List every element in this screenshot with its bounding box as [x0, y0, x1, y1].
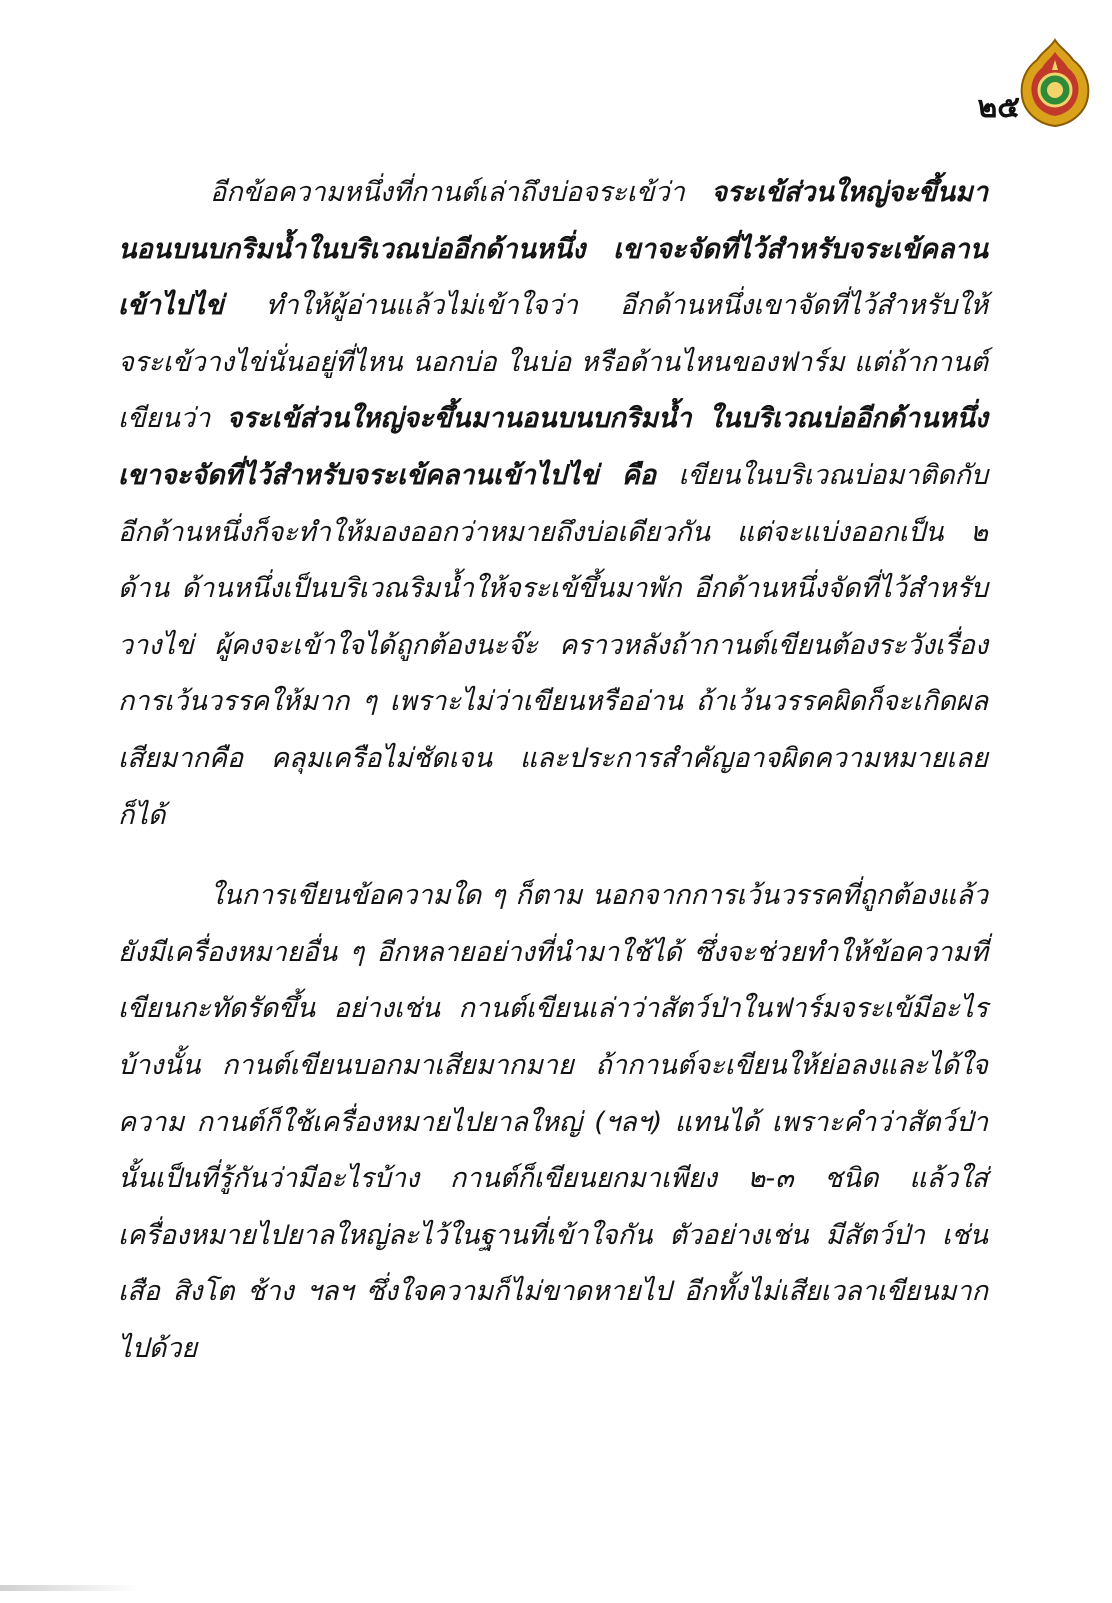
- page-number: ๒๕: [977, 90, 1020, 125]
- text-segment: ทำให้ผู้อ่านแล้วไม่เข้าใจว่า อีกด้านหนึ่งเขาจัดที่ไว้สำหรับให้จระเข้วางไข่นั่นอยู่ที่ไหน นอกบ่อ ในบ่อ หรือด้านไหนของฟาร์ม แต่ถ้ากานต์เขียนว่า: [118, 290, 988, 435]
- text-segment: อีกข้อความหนึ่งที่กานต์เล่าถึงบ่อจระเข้ว่า: [210, 177, 712, 208]
- text-segment: ในการเขียนข้อความใด ๆ ก็ตาม นอกจากการเว้นวรรคที่ถูกต้องแล้วยังมีเครื่องหมายอื่น ๆ อีกหลายอย่างที่นำมาใช้ได้ ซึ่งจะช่วยทำให้ข้อความที่เขียนกะทัดรัดขึ้น อย่างเช่น กานต์เขียนเล่าว่าสัตว์ป่าในฟาร์มจระเข้มีอะไรบ้างนั้น กานต์เขียนบอกมาเสียมากมาย ถ้ากานต์จะเขียนให้ย่อลงและได้ใจความ กานต์ก็ใช้เครื่องหมายไปยาลใหญ่ (ฯลฯ) แทนได้ เพราะคำว่าสัตว์ป่านั้นเป็นที่รู้กันว่ามีอะไรบ้าง กานต์ก็เขียนยกมาเพียง ๒-๓ ชนิด แล้วใส่เครื่องหมายไปยาลใหญ่ละไว้ในฐานที่เข้าใจกัน ตัวอย่างเช่น มีสัตว์ป่า เช่น เสือ สิงโต ช้าง ฯลฯ ซึ่งใจความก็ไม่ขาดหายไป อีกทั้งไม่เสียเวลาเขียนมากไปด้วย: [118, 880, 988, 1364]
- bold-text-segment: คือ: [598, 459, 657, 491]
- paragraph-2: [118, 868, 988, 1377]
- bold-text-segment: จระเข้ส่วนใหญ่จะขึ้นมานอนบนบกริมน้ำในบริเวณบ่ออีกด้านหนึ่ง เขาจะจัดที่ไว้สำหรับจระเข้คลานเข้าไปไข่: [118, 177, 988, 322]
- body-text: [118, 165, 988, 1377]
- text-segment: เขียนในบริเวณบ่อมาติดกับอีกด้านหนึ่งก็จะทำให้มองออกว่าหมายถึงบ่อเดียวกัน แต่จะแบ่งออกเป็น ๒ ด้าน ด้านหนึ่งเป็นบริเวณริมน้ำให้จระเข้ขึ้นมาพัก อีกด้านหนึ่งจัดที่ไว้สำหรับวางไข่ ผู้คงจะเข้าใจได้ถูกต้องนะจ๊ะ คราวหลังถ้ากานต์เขียนต้องระวังเรื่อง การเว้นวรรคให้มาก ๆ เพราะไม่ว่าเขียนหรืออ่าน ถ้าเว้นวรรคผิดก็จะเกิดผลเสียมากคือ คลุมเครือไม่ชัดเจน และประการสำคัญอาจผิดความหมายเลยก็ได้: [118, 459, 988, 831]
- paragraph-1: [118, 165, 988, 844]
- thai-ministry-seal-icon: [1018, 38, 1092, 128]
- scan-smudge: [0, 1585, 140, 1591]
- bold-text-segment: จระเข้ส่วนใหญ่จะขึ้นมานอนบนบกริมน้ำ ในบริเวณบ่ออีกด้านหนึ่ง เขาจะจัดที่ไว้สำหรับจระเข้คลานเข้าไปไข่: [118, 403, 988, 491]
